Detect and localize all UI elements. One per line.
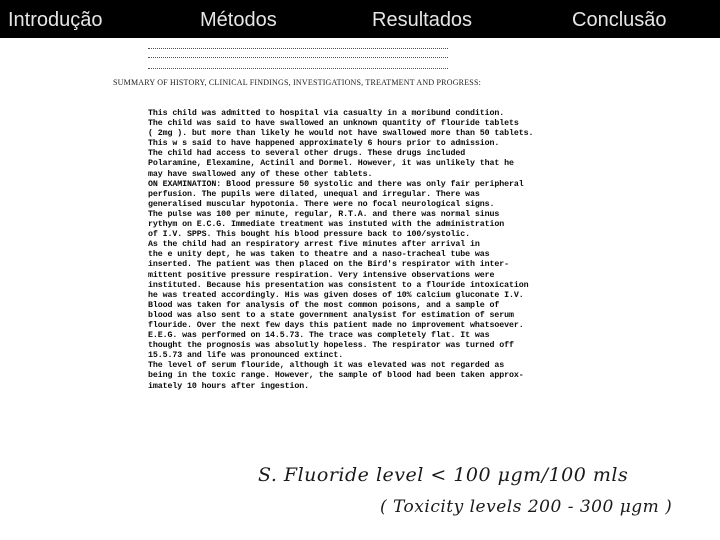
document-line: of I.V. SPPS. This bought his blood pressure back to 100/systolic.	[148, 230, 471, 240]
document-line: This child was admitted to hospital via casualty in a moribund condition.	[148, 109, 505, 118]
document-line: inserted. The patient was then placed on the Bird's respirator with inter-	[148, 260, 510, 270]
document-line: he was treated accordingly. His was given doses of 10% calcium gluconate I.V.	[148, 290, 524, 300]
document-line: generalised muscular hypotonia. There were no focal neurological signs.	[148, 199, 495, 209]
document-line: ON EXAMINATION: Blood pressure 50 systolic and there was only fair peripheral	[148, 179, 524, 189]
document-line: instituted. Because his presentation was consistent to a flouride intoxication	[148, 280, 529, 290]
form-rule-middle	[148, 57, 448, 58]
document-line: Polaramine, Elexamine, Actinil and Dormel. However, it was unlikely that he	[148, 159, 514, 169]
nav-item-resultados[interactable]: Resultados	[372, 9, 473, 31]
document-line: imately 10 hours after ingestion.	[148, 381, 310, 391]
document-line: E.E.G. was performed on 14.5.73. The trace was completely flat. It was	[148, 331, 490, 341]
nav-item-conclusao[interactable]: Conclusão	[572, 9, 667, 31]
document-line: The child was said to have swallowed an unknown quantity of flouride tablets	[148, 119, 519, 129]
document-line: The level of serum flouride, although it was elevated was not regarded as	[148, 361, 505, 371]
form-rule-bottom	[148, 68, 448, 69]
document-line: mittent positive pressure respiration. Very intensive observations were	[148, 270, 495, 280]
document-line: rythym on E.C.G. Immediate treatment was instuted with the administration	[148, 220, 505, 230]
document-line: thought the prognosis was absolutly hopeless. The respirator was turned off	[148, 341, 514, 351]
document-line: ( 2mg ). but more than likely he would not have swallowed more than 50 tablets.	[148, 129, 534, 139]
nav-item-metodos[interactable]: Métodos	[200, 9, 277, 31]
document-line: perfusion. The pupils were dilated, unequal and irregular. There was	[148, 189, 480, 199]
document-line: flouride. Over the next few days this patient made no improvement whatsoever.	[148, 320, 524, 330]
nav-item-introducao[interactable]: Introdução	[8, 9, 103, 31]
document-line: The pulse was 100 per minute, regular, R.T.A. and there was normal sinus	[148, 209, 500, 219]
form-rule-top	[148, 48, 448, 49]
handwritten-note-toxicity-levels: ( Toxicity levels 200 - 300 μgm )	[380, 497, 673, 517]
document-line: may have swallowed any of these other tablets.	[148, 169, 373, 179]
document-line: the e unity dept, he was taken to theatre and a naso-tracheal tube was	[148, 250, 490, 260]
section-navbar	[0, 0, 720, 38]
document-line: This w s said to have happened approximately 6 hours prior to admission.	[148, 139, 500, 149]
document-line: being in the toxic range. However, the sample of blood had been taken approx-	[148, 371, 524, 381]
document-heading: SUMMARY OF HISTORY, CLINICAL FINDINGS, INVESTIGATIONS, TREATMENT AND PROGRESS:	[113, 78, 482, 87]
document-body	[148, 109, 610, 392]
document-line: blood was also sent to a state government analysist for estimation of serum	[148, 310, 514, 320]
document-line: As the child had an respiratory arrest five minutes after arrival in	[148, 240, 480, 250]
document-line: The child had access to several other drugs. These drugs included	[148, 149, 466, 159]
document-line: Blood was taken for analysis of the most common poisons, and a sample of	[148, 300, 500, 310]
handwritten-note-fluoride-level: S. Fluoride level < 100 μgm/100 mls	[258, 464, 629, 486]
document-line: 15.5.73 and life was pronounced extinct.	[148, 351, 344, 361]
